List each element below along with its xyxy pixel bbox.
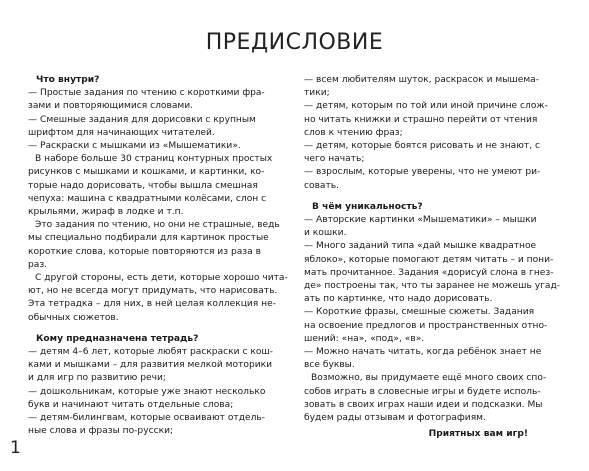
text-line: В наборе больше 30 страниц контурных простых <box>35 154 273 165</box>
text-line: — дошкольникам, которые уже знают несколько <box>28 386 266 397</box>
text-line: собов играть в словесные игры и будете исполь- <box>304 386 541 397</box>
text-line: шрифтом для начинающих читателей. <box>28 127 215 138</box>
text-line: ют, но не всегда могут придумать, что нарисовать. <box>28 286 278 297</box>
page-title: ПРЕДИСЛОВИЕ <box>205 30 384 55</box>
text-line: зовать в своих играх наши идеи и подсказки. Мы <box>304 399 543 410</box>
text-line: — Можно начать читать, когда ребёнок знает не <box>304 347 542 358</box>
text-line: — Простые задания по чтению с короткими фра- <box>28 88 265 99</box>
text-line: и для игр по развитию речи; <box>28 373 166 384</box>
text-line: — Авторские картинки «Мышематики» – мышки <box>304 215 537 226</box>
text-line: чепуха: машина с квадратными колёсами, слон с <box>28 193 267 204</box>
left-column <box>28 74 290 438</box>
text-line: — детям, которым по той или иной причине слож- <box>304 101 548 112</box>
text-line: букв и начинают читать отдельные слова; <box>28 399 234 410</box>
text-line: короткие слова, которые повторяются из раза в <box>28 246 261 257</box>
text-line: крыльями, жираф в лодке и т.п. <box>28 207 184 218</box>
text-line: и кошки. <box>304 228 347 239</box>
text-line: обычных сюжетов. <box>28 312 119 323</box>
text-line: мы специально подбирали для картинок простые <box>28 233 269 244</box>
section-heading-uniqueness: В чём уникальность? <box>312 201 423 212</box>
text-line: — взрослым, которые уверены, что не умеют ри- <box>304 167 541 178</box>
text-line: рисунков с мышками и кошками, и картинки, ко- <box>28 167 265 178</box>
text-line: — детям 4–6 лет, которые любят раскраски с кош- <box>28 347 273 358</box>
text-line: но читать книжки и страшно перейти от чтения <box>304 114 538 125</box>
text-line: Возможно, вы придумаете ещё много своих спо- <box>311 373 547 384</box>
text-line: ать по картинке, что надо дорисовать. <box>304 294 493 305</box>
text-line: шений: «на», «под», «в». <box>304 333 425 344</box>
text-line: ные слова и фразы по-русски; <box>28 426 174 437</box>
text-line: тики; <box>304 88 330 99</box>
closing-line: Приятных вам игр! <box>428 429 528 440</box>
text-line: де» построены так, что ты заранее не можешь угад- <box>304 281 561 292</box>
text-line: совать. <box>304 180 340 191</box>
text-line: будем рады отзывам и фотографиям. <box>304 413 486 424</box>
section-heading-audience: Кому предназначена тетрадь? <box>36 333 199 344</box>
text-line: все буквы. <box>304 360 355 371</box>
text-line: — детям-билингвам, которые осваивают отдель- <box>28 413 266 424</box>
text-line: — Раскраски с мышками из «Мышематики». <box>28 141 241 152</box>
text-line: — Короткие фразы, смешные сюжеты. Задания <box>304 307 535 318</box>
text-line: Эта тетрадка – для них, в ней целая коллекция не- <box>28 299 276 310</box>
text-line: мать прочитанное. Задания «дорисуй слона в гнез- <box>304 267 554 278</box>
text-line: торые надо дорисовать, чтобы вышла смешная <box>28 180 258 191</box>
section-heading-whats-inside: Что внутри? <box>36 75 100 85</box>
text-line: слов к чтению фраз; <box>304 127 403 138</box>
text-line: — Смешные задания для дорисовки с крупным <box>28 114 256 125</box>
text-line: — Много заданий типа «дай мышке квадратное <box>304 241 537 252</box>
text-line: С другой стороны, есть дети, которые хорошо чита- <box>35 273 288 284</box>
page-number: 1 <box>10 438 21 458</box>
text-line: зами и повторяющимися словами. <box>28 101 194 112</box>
text-line: на освоение предлогов и пространственных отно- <box>304 320 548 331</box>
text-line: чего начать; <box>304 154 365 165</box>
text-line: раз. <box>28 259 48 270</box>
text-line: ками и мышками – для развития мелкой моторики <box>28 360 273 371</box>
text-line: — детям, которые боятся рисовать и не знают, с <box>304 141 540 152</box>
text-line: Это задания по чтению, но они не страшные, ведь <box>35 220 280 231</box>
right-column <box>304 74 566 441</box>
text-line: — всем любителям шуток, раскрасок и мышема- <box>304 75 540 85</box>
text-line: яблоко», которые помогают детям читать – и пони- <box>304 254 554 265</box>
